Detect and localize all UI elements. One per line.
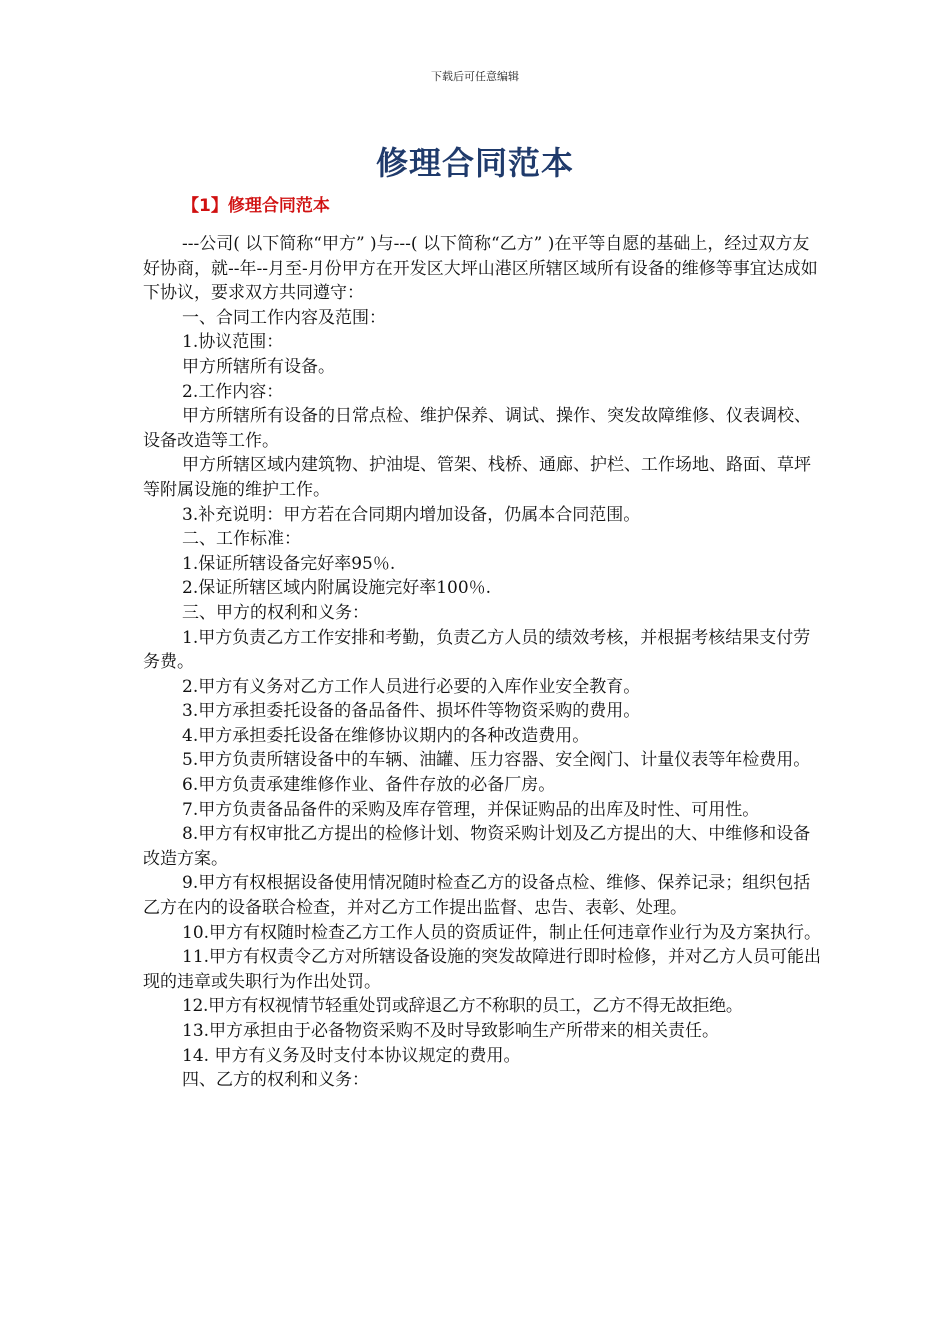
- paragraph-section-1-heading: 一、合同工作内容及范围：: [182, 307, 386, 328]
- paragraph-work-content-1: 甲方所辖所有设备的日常点检、维护保养、调试、操作、突发故障维修、仪表调校、设备改造等工作。: [143, 406, 811, 451]
- paragraph-party-a-3: 3.甲方承担委托设备的备品备件、损坏件等物资采购的费用。: [182, 701, 641, 722]
- paragraph-party-a-4: 4.甲方承担委托设备在维修协议期内的各种改造费用。: [182, 725, 590, 746]
- paragraph-intro: ---公司( 以下简称“甲方” )与---( 以下简称“乙方” )在平等自愿的基础上，经过双方友好协商，就--年--月至-月份甲方在开发区大坪山港区所辖区域所有设备的维修等事宜达成如下协议，要求双方共同遵守：: [143, 234, 818, 304]
- paragraph-scope-text: 甲方所辖所有设备。: [182, 356, 335, 377]
- paragraph-party-a-2: 2.甲方有义务对乙方工作人员进行必要的入库作业安全教育。: [182, 676, 641, 697]
- paragraph-party-a-10: 10.甲方有权随时检查乙方工作人员的资质证件，制止任何违章作业行为及方案执行。: [182, 922, 822, 943]
- paragraph-standard-1: 1.保证所辖设备完好率95％.: [182, 553, 396, 574]
- paragraph-scope-label: 1.协议范围：: [182, 332, 284, 353]
- paragraph-work-content-2: 甲方所辖区域内建筑物、护油堤、管架、栈桥、通廊、护栏、工作场地、路面、草坪等附属设施的维护工作。: [143, 455, 811, 500]
- paragraph-standard-2: 2.保证所辖区域内附属设施完好率100％.: [182, 578, 492, 599]
- paragraph-supplement: 3.补充说明：甲方若在合同期内增加设备，仍属本合同范围。: [182, 504, 641, 525]
- paragraph-party-a-8: 8.甲方有权审批乙方提出的检修计划、物资采购计划及乙方提出的大、中维修和设备改造方案。: [143, 824, 811, 869]
- document-body: [143, 232, 823, 1093]
- document-title: 修理合同范本: [375, 144, 574, 182]
- paragraph-party-a-11: 11.甲方有权责令乙方对所辖设备设施的突发故障进行即时检修，并对乙方人员可能出现的违章或失职行为作出处罚。: [143, 947, 822, 992]
- paragraph-party-a-9: 9.甲方有权根据设备使用情况随时检查乙方的设备点检、维修、保养记录；组织包括乙方在内的设备联合检查，并对乙方工作提出监督、忠告、表彰、处理。: [143, 873, 811, 919]
- paragraph-party-a-5: 5.甲方负责所辖设备中的车辆、油罐、压力容器、安全阀门、计量仪表等年检费用。: [182, 750, 811, 771]
- paragraph-section-4-heading: 四、乙方的权利和义务：: [182, 1070, 369, 1091]
- paragraph-section-3-heading: 三、甲方的权利和义务：: [182, 602, 369, 623]
- paragraph-work-content-label: 2.工作内容：: [182, 381, 284, 402]
- paragraph-party-a-12: 12.甲方有权视情节轻重处罚或辞退乙方不称职的员工，乙方不得无故拒绝。: [182, 996, 743, 1017]
- paragraph-section-2-heading: 二、工作标准：: [182, 529, 301, 550]
- page-header-note: 下载后可任意编辑: [431, 70, 519, 83]
- paragraph-party-a-1: 1.甲方负责乙方工作安排和考勤，负责乙方人员的绩效考核，并根据考核结果支付劳务费。: [143, 627, 811, 673]
- paragraph-party-a-6: 6.甲方负责承建维修作业、备件存放的必备厂房。: [182, 775, 556, 796]
- paragraph-party-a-7: 7.甲方负责备品备件的采购及库存管理，并保证购品的出库及时性、可用性。: [182, 799, 760, 820]
- paragraph-party-a-13: 13.甲方承担由于必备物资采购不及时导致影响生产所带来的相关责任。: [182, 1021, 720, 1041]
- paragraph-party-a-14: 14. 甲方有义务及时支付本协议规定的费用。: [182, 1045, 521, 1066]
- section-heading: 【1】修理合同范本: [182, 196, 330, 216]
